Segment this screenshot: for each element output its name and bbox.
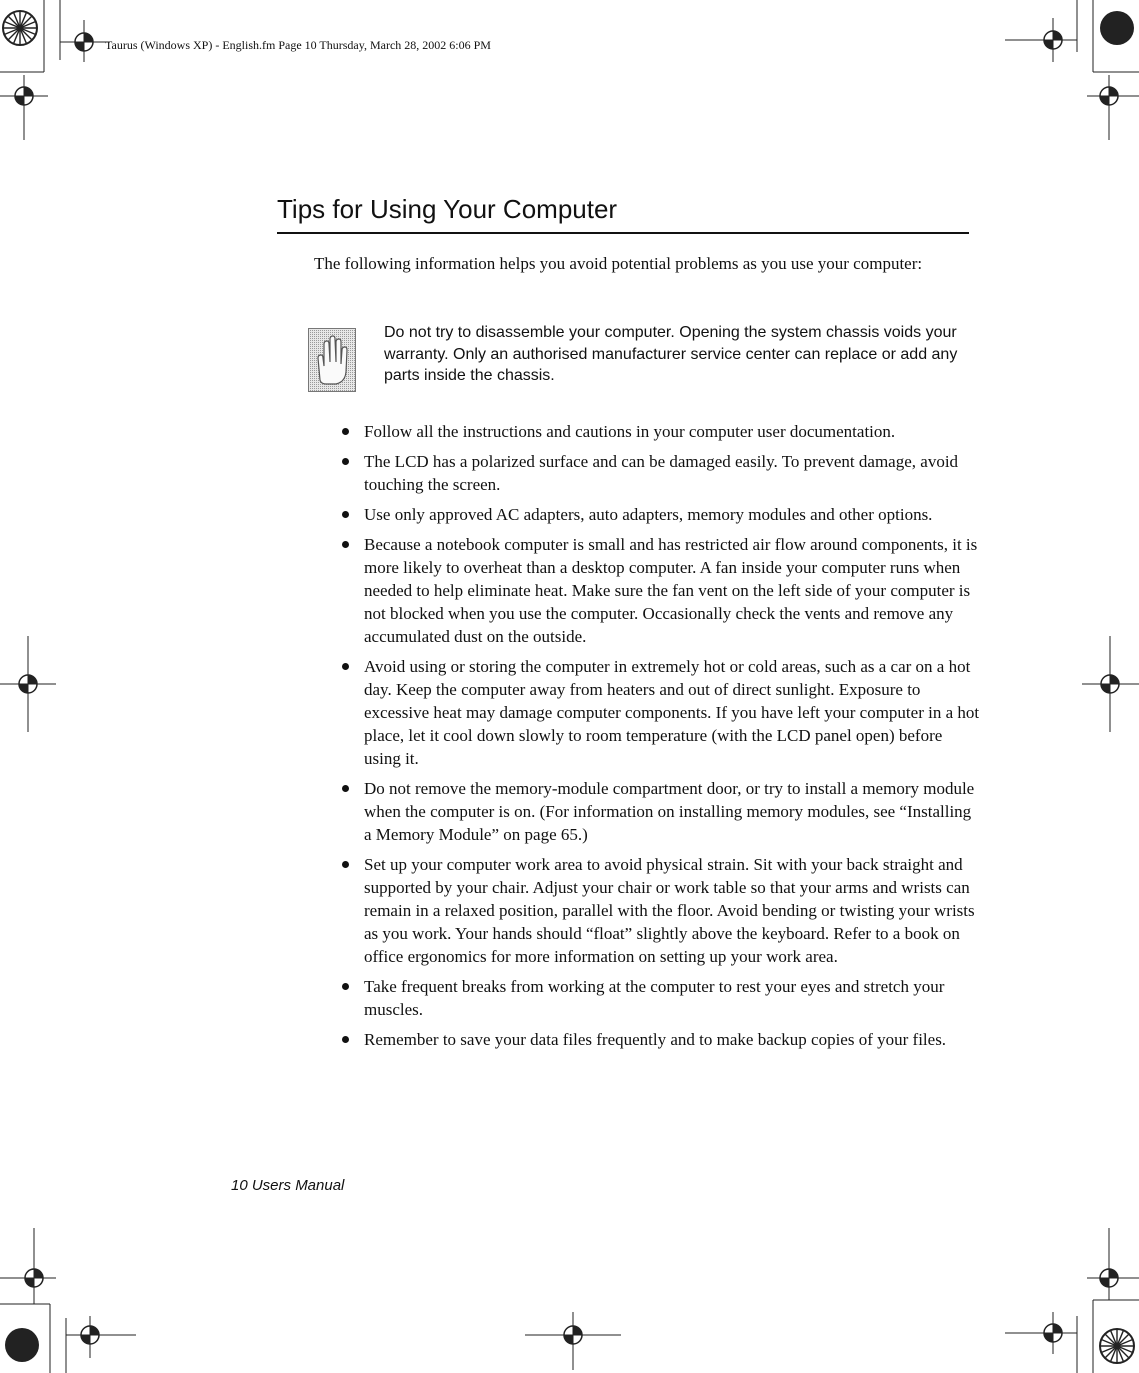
tip-item: Set up your computer work area to avoid physical strain. Sit with your back straight and supported by your chair. Adjust your chair or work table so that your arms and wrists can remain in a relaxed position, parallel with the floor. Avoid bending or twisting your wrists as you work. Your hands should “float” slightly above the keyboard. Refer to a book on office ergonomics for more information on setting up your work area. — [340, 853, 980, 968]
page-footer: 10 Users Manual — [231, 1177, 345, 1194]
page-title: Tips for Using Your Computer — [277, 194, 618, 224]
tip-item: Avoid using or storing the computer in extremely hot or cold areas, such as a car on a hot day. Keep the computer away from heaters and out of direct sunlight. Exposure to excessive heat may damage computer components. If you have left your computer in a hot place, let it cool down slowly to room temperature (with the LCD panel open) before using it. — [340, 655, 980, 770]
title-rule — [277, 232, 969, 234]
printer-header: Taurus (Windows XP) - English.fm Page 10 Thursday, March 28, 2002 6:06 PM — [105, 38, 491, 52]
crop-mark-top-right — [1005, 0, 1139, 145]
tip-item: Because a notebook computer is small and has restricted air flow around components, it is more likely to overheat than a desktop computer. A fan inside your computer runs when needed to help eliminate heat. Make sure the fan vent on the left side of your computer is not blocked when you use the computer. Occasionally check the vents and remove any accumulated dust on the outside. — [340, 533, 980, 648]
tip-item: Remember to save your data files frequently and to make backup copies of your files. — [340, 1028, 980, 1051]
tips-list — [340, 420, 980, 1058]
registration-mark-right — [1082, 636, 1139, 732]
tip-item: Take frequent breaks from working at the computer to rest your eyes and stretch your muscles. — [340, 975, 980, 1021]
tip-item: Follow all the instructions and cautions in your computer user documentation. — [340, 420, 980, 443]
intro-paragraph: The following information helps you avoid potential problems as you use your computer: — [314, 254, 923, 273]
warning-text: Do not try to disassemble your computer. Opening the system chassis voids your warranty. Only an authorised manufacturer service center can replace or add any parts inside the chassis. — [384, 324, 958, 384]
registration-mark-left — [0, 636, 60, 732]
stop-hand-icon — [308, 328, 356, 392]
tip-item: Do not remove the memory-module compartment door, or try to install a memory module when the computer is on. (For information on installing memory modules, see “Installing a Memory Module” on page 65.) — [340, 777, 980, 846]
tip-item: Use only approved AC adapters, auto adapters, memory modules and other options. — [340, 503, 980, 526]
crop-mark-bottom-left — [0, 1228, 140, 1373]
registration-mark-bottom — [525, 1312, 621, 1372]
tip-item: The LCD has a polarized surface and can be damaged easily. To prevent damage, avoid touching the screen. — [340, 450, 980, 496]
crop-mark-bottom-right — [1005, 1228, 1139, 1373]
crop-mark-top-left — [0, 0, 110, 145]
